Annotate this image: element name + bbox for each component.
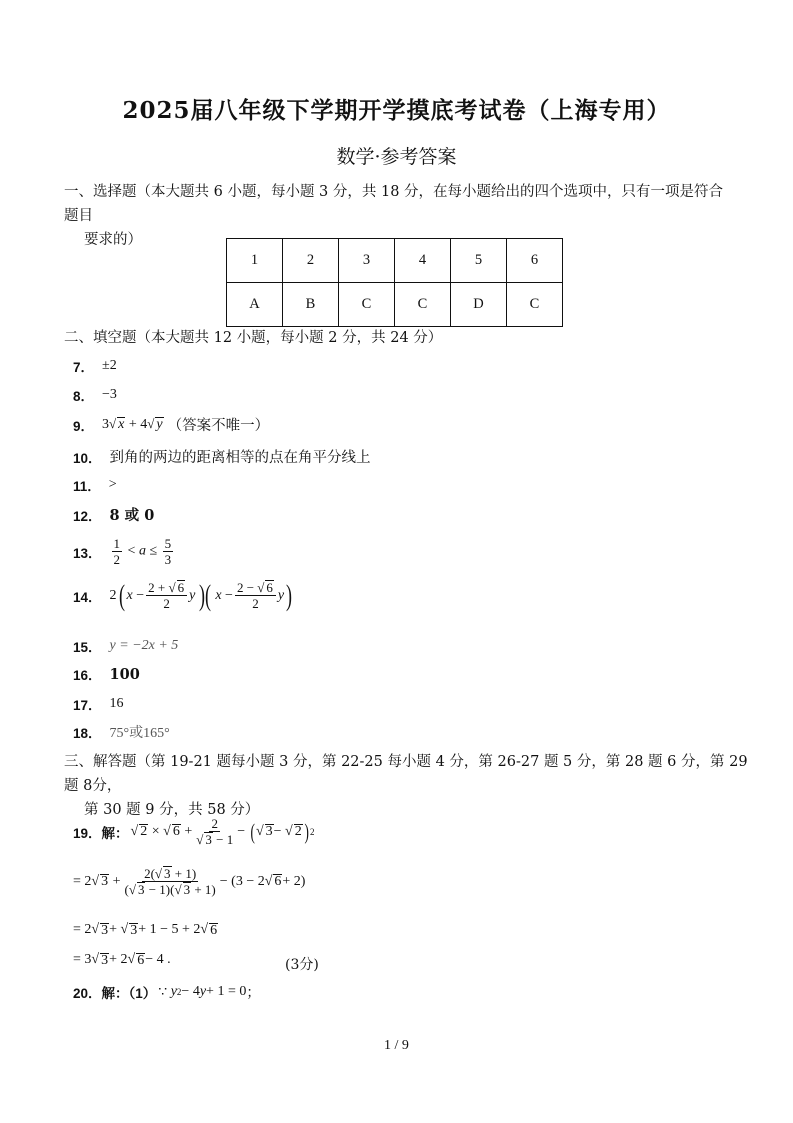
q19-line1: 19．解： √ 2 × √ 6 + $\frac{2}{√ 3 - 1}$ − ( √ 3 − √ 2 ) 2	[73, 816, 315, 847]
answer-11: 11． >	[73, 477, 117, 494]
answer-12: 12． 8 或 0	[73, 507, 155, 524]
exam-title: 2025届八年级下学期开学摸底考试卷（上海专用）	[122, 97, 671, 124]
section-solution-header	[64, 750, 754, 822]
q19-score: (3分)	[285, 957, 319, 973]
section-solution-line1: 三、解答题（第 19-21 题每小题 3 分，第 22-25 每小题 4 分，第 26-27 题 5 分，第 28 题 6 分，第 29 题 8分，	[64, 754, 748, 794]
answer-14: 14． 2 ( x − $\frac{2 + √ 6}{2}$ y )( x − $\frac{2 - √ 6}{2}$ y )	[73, 578, 293, 612]
table-cell: C	[339, 283, 395, 327]
table-cell: 4	[395, 239, 451, 283]
answer-7: 7． ±2	[73, 358, 117, 375]
section-fill-header: 二、填空题（本大题共 12 小题，每小题 2 分，共 24 分）	[64, 330, 443, 346]
table-cell: B	[283, 283, 339, 327]
answer-10: 10． 到角的两边的距离相等的点在角平分线上	[73, 450, 371, 466]
table-cell: 6	[507, 239, 563, 283]
answer-17: 17． 16	[73, 696, 124, 713]
table-row	[227, 283, 563, 327]
choice-answer-table	[226, 238, 563, 327]
q20-line1: 20．解：（1） ∵ y 2 − 4 y + 1 = 0 ；	[73, 984, 261, 1001]
table-row	[227, 239, 563, 283]
q19-line3: = 2√ 3 + √ 3 + 1 − 5 + 2√ 6	[73, 922, 218, 938]
table-cell: C	[507, 283, 563, 327]
answer-8: 8． −3	[73, 387, 117, 404]
q19-line2: = 2√ 3 + $\frac{2(√ 3 + 1)}{(√ 3 - 1)(√ 3 + 1)}$ − (3 − 2√ 6 + 2)	[73, 866, 306, 897]
table-cell: 2	[283, 239, 339, 283]
table-cell: 3	[339, 239, 395, 283]
answer-16: 16． 100	[73, 665, 140, 683]
table-cell: C	[395, 283, 451, 327]
answer-13: 13． $\frac{1}{2}$ < a ≤ $\frac{5}{3}$	[73, 536, 172, 567]
section-solution-line2: 第 30 题 9 分，共 58 分）	[84, 802, 260, 818]
answer-18: 18． 75°或165°	[73, 726, 170, 741]
exam-subtitle: 数学·参考答案	[336, 146, 457, 168]
section-choice-line2: 要求的）	[84, 232, 142, 248]
page-number: 1 / 9	[384, 1038, 409, 1053]
table-cell: D	[451, 283, 507, 327]
q19-line4: = 3√ 3 + 2√ 6 − 4 .	[73, 952, 171, 968]
answer-15: 15． y = −2x + 5	[73, 638, 179, 655]
table-cell: A	[227, 283, 283, 327]
table-cell: 1	[227, 239, 283, 283]
answer-9: 9． 3√ x + 4√ y （答案不唯一）	[73, 416, 270, 434]
table-cell: 5	[451, 239, 507, 283]
section-choice-line1: 一、选择题（本大题共 6 小题，每小题 3 分，共 18 分，在每小题给出的四个选项中，只有一项是符合题目	[64, 184, 724, 224]
